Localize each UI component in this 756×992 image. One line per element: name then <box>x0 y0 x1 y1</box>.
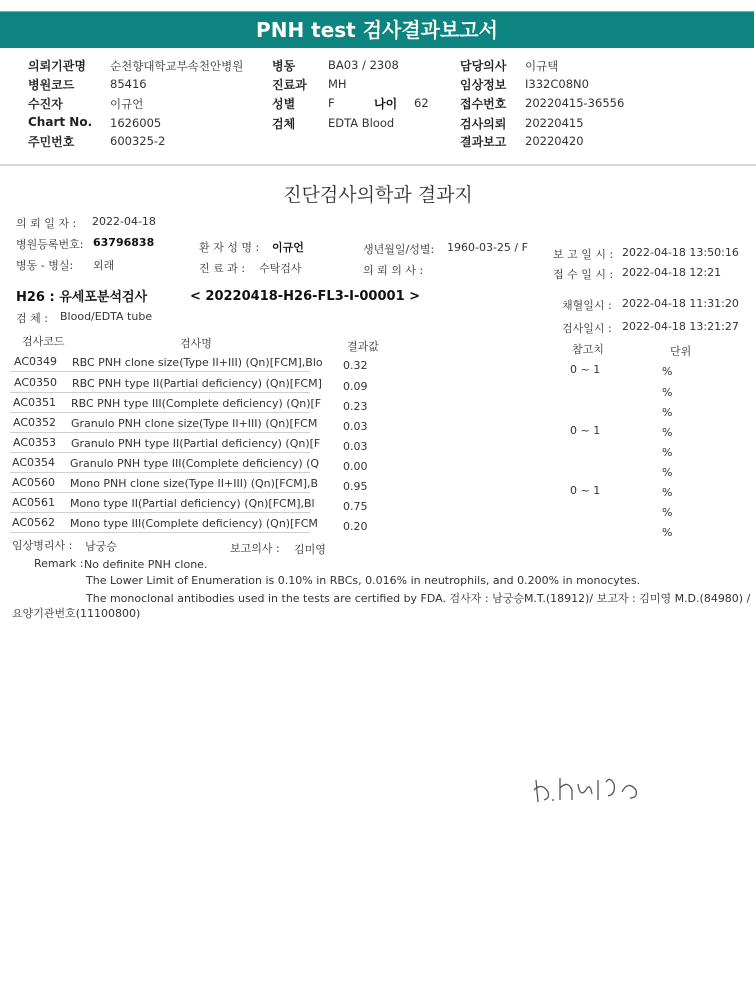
row-unit: % <box>662 466 673 479</box>
row-code: AC0353 <box>13 436 57 449</box>
header-right-value: 20220420 <box>525 134 584 148</box>
sample-date: 2022-04-18 11:31:20 <box>622 297 739 310</box>
dept: 수탁검사 <box>259 262 302 275</box>
row-name: Mono type III(Complete deficiency) (Qn)[FCM <box>70 517 318 530</box>
header-left-label: 병원코드 <box>28 78 75 92</box>
report-date-label: 보 고 일 시 : <box>553 248 614 261</box>
row-divider <box>10 512 310 513</box>
remark-line-1: No definite PNH clone. <box>84 558 208 571</box>
remark-line-2: The Lower Limit of Enumeration is 0.10% in RBCs, 0.016% in neutrophils, and 0.200% in monocytes. <box>86 574 641 587</box>
clin-label: 임상병리사 : <box>12 539 73 552</box>
reg-no-label: 병원등록번호: <box>16 238 84 251</box>
row-result: 0.09 <box>343 380 368 393</box>
header-mid-label: 진료과 <box>272 78 307 92</box>
row-ref: 0 ~ 1 <box>570 484 601 497</box>
row-code: AC0350 <box>14 376 58 389</box>
handwritten-signature <box>528 770 668 810</box>
patient-name: 이규언 <box>272 241 304 254</box>
row-divider <box>10 432 310 433</box>
row-unit: % <box>662 386 673 399</box>
specimen-label: 검 체 : <box>16 312 48 325</box>
ward-label: 병동 - 병실: <box>16 259 74 272</box>
result-sheet-title: 진단검사의학과 결과지 <box>283 184 473 206</box>
header-right-value: 20220415 <box>525 116 584 130</box>
reg-no: 63796838 <box>93 236 155 249</box>
row-code: AC0352 <box>13 416 57 429</box>
row-divider <box>10 452 310 453</box>
header-mid-value: MH <box>328 77 347 91</box>
header-left-value: 600325-2 <box>110 134 166 148</box>
header-right-value: I332C08N0 <box>525 77 589 91</box>
row-unit: % <box>662 486 673 499</box>
header-right-label: 담당의사 <box>460 59 507 73</box>
header-right-value: 이규택 <box>525 59 559 73</box>
row-divider <box>10 532 310 533</box>
remark-line-3: The monoclonal antibodies used in the tests are certified by FDA. 검사자 : 남궁승M.T.(18912)/ 보고자 : 김미영 M.D.(84980) / <box>86 592 751 605</box>
test-name: H26 : 유세포분석검사 <box>16 290 148 305</box>
row-result: 0.00 <box>343 460 368 473</box>
header-left-label: 주민번호 <box>28 135 75 149</box>
test-id: < 20220418-H26-FL3-I-00001 > <box>190 289 421 304</box>
header-mid-label: 성별 <box>272 97 296 111</box>
row-divider <box>10 492 310 493</box>
row-divider <box>10 392 310 393</box>
specimen: Blood/EDTA tube <box>60 310 153 323</box>
row-unit: % <box>662 506 673 519</box>
header-right-label: 검사의뢰 <box>460 117 507 131</box>
clin-name: 남궁승 <box>85 540 117 553</box>
row-unit: % <box>662 406 673 419</box>
header-left-value: 이규언 <box>110 97 144 111</box>
header-mid-value: F <box>328 96 335 110</box>
row-unit: % <box>662 446 673 459</box>
ward: 외래 <box>93 259 115 272</box>
row-code: AC0349 <box>14 355 58 368</box>
dob: 1960-03-25 / F <box>447 241 528 254</box>
header-mid-label: 검체 <box>272 117 296 131</box>
row-name: Granulo PNH type II(Partial deficiency) (Qn)[F <box>71 437 321 450</box>
sample-date-label: 채혈일시 : <box>562 299 612 312</box>
col-name-header: 검사명 <box>180 337 212 350</box>
receipt-date-label: 접 수 일 시 : <box>553 268 614 281</box>
row-code: AC0354 <box>12 456 56 469</box>
row-divider <box>10 412 310 413</box>
row-unit: % <box>662 426 673 439</box>
header-left-label: 수진자 <box>28 97 63 111</box>
row-ref: 0 ~ 1 <box>570 363 601 376</box>
row-result: 0.32 <box>343 359 368 372</box>
col-result-header: 결과값 <box>347 340 379 353</box>
header-right-label: 임상정보 <box>460 78 507 92</box>
header-mid-value: EDTA Blood <box>328 116 395 130</box>
row-divider <box>10 371 310 372</box>
report-date: 2022-04-18 13:50:16 <box>622 246 739 259</box>
row-result: 0.03 <box>343 420 368 433</box>
report-title-bar: PNH test 검사결과보고서 <box>0 11 754 48</box>
reporter-name: 김미영 <box>294 543 326 556</box>
doctor-label: 의 뢰 의 사 : <box>363 264 424 277</box>
row-divider <box>10 472 310 473</box>
header-left-value: 순천향대학교부속천안병원 <box>110 59 244 73</box>
row-result: 0.75 <box>343 500 368 513</box>
row-name: RBC PNH clone size(Type II+III) (Qn)[FCM],Blo <box>72 356 323 369</box>
header-right-label: 결과보고 <box>460 135 507 149</box>
dept-label: 진 료 과 : <box>199 262 246 275</box>
row-result: 0.03 <box>343 440 368 453</box>
col-ref-header: 참고치 <box>572 343 604 356</box>
row-code: AC0560 <box>12 476 56 489</box>
request-date: 2022-04-18 <box>92 215 156 228</box>
row-ref: 0 ~ 1 <box>570 424 601 437</box>
row-code: AC0351 <box>13 396 57 409</box>
remark-label: Remark : <box>34 557 84 570</box>
header-divider <box>0 164 756 166</box>
header-right-value: 20220415-36556 <box>525 96 625 110</box>
row-result: 0.20 <box>343 520 368 533</box>
age-label: 나이 <box>374 97 398 111</box>
row-unit: % <box>662 526 673 539</box>
header-left-value: 85416 <box>110 77 147 91</box>
row-name: RBC PNH type II(Partial deficiency) (Qn)[FCM] <box>72 377 322 390</box>
row-name: RBC PNH type III(Complete deficiency) (Qn)[F <box>71 397 322 410</box>
header-mid-label: 병동 <box>272 59 296 73</box>
header-mid-value: BA03 / 2308 <box>328 58 399 72</box>
row-name: Mono type II(Partial deficiency) (Qn)[FCM],Bl <box>70 497 315 510</box>
reporter-label: 보고의사 : <box>230 542 280 555</box>
row-result: 0.23 <box>343 400 368 413</box>
exam-date: 2022-04-18 13:21:27 <box>622 320 739 333</box>
row-name: Granulo PNH type III(Complete deficiency) (Q <box>70 457 320 470</box>
row-unit: % <box>662 365 673 378</box>
dob-label: 생년월일/성별: <box>363 243 435 256</box>
patient-label: 환 자 성 명 : <box>199 241 260 254</box>
row-name: Granulo PNH clone size(Type II+III) (Qn)[FCM <box>71 417 318 430</box>
remark-line-4: 요양기관번호(11100800) <box>12 607 141 620</box>
header-left-label: Chart No. <box>28 115 93 129</box>
age-value: 62 <box>414 96 429 110</box>
row-code: AC0562 <box>12 516 56 529</box>
header-left-value: 1626005 <box>110 116 162 130</box>
exam-date-label: 검사일시 : <box>562 322 612 335</box>
row-result: 0.95 <box>343 480 368 493</box>
row-code: AC0561 <box>12 496 56 509</box>
col-code-header: 검사코드 <box>22 335 65 348</box>
receipt-date: 2022-04-18 12:21 <box>622 266 722 279</box>
row-name: Mono PNH clone size(Type II+III) (Qn)[FCM],B <box>70 477 319 490</box>
col-unit-header: 단위 <box>670 345 692 358</box>
header-left-label: 의뢰기관명 <box>28 59 86 73</box>
header-right-label: 접수번호 <box>460 97 507 111</box>
request-date-label: 의 뢰 일 자 : <box>16 217 77 230</box>
